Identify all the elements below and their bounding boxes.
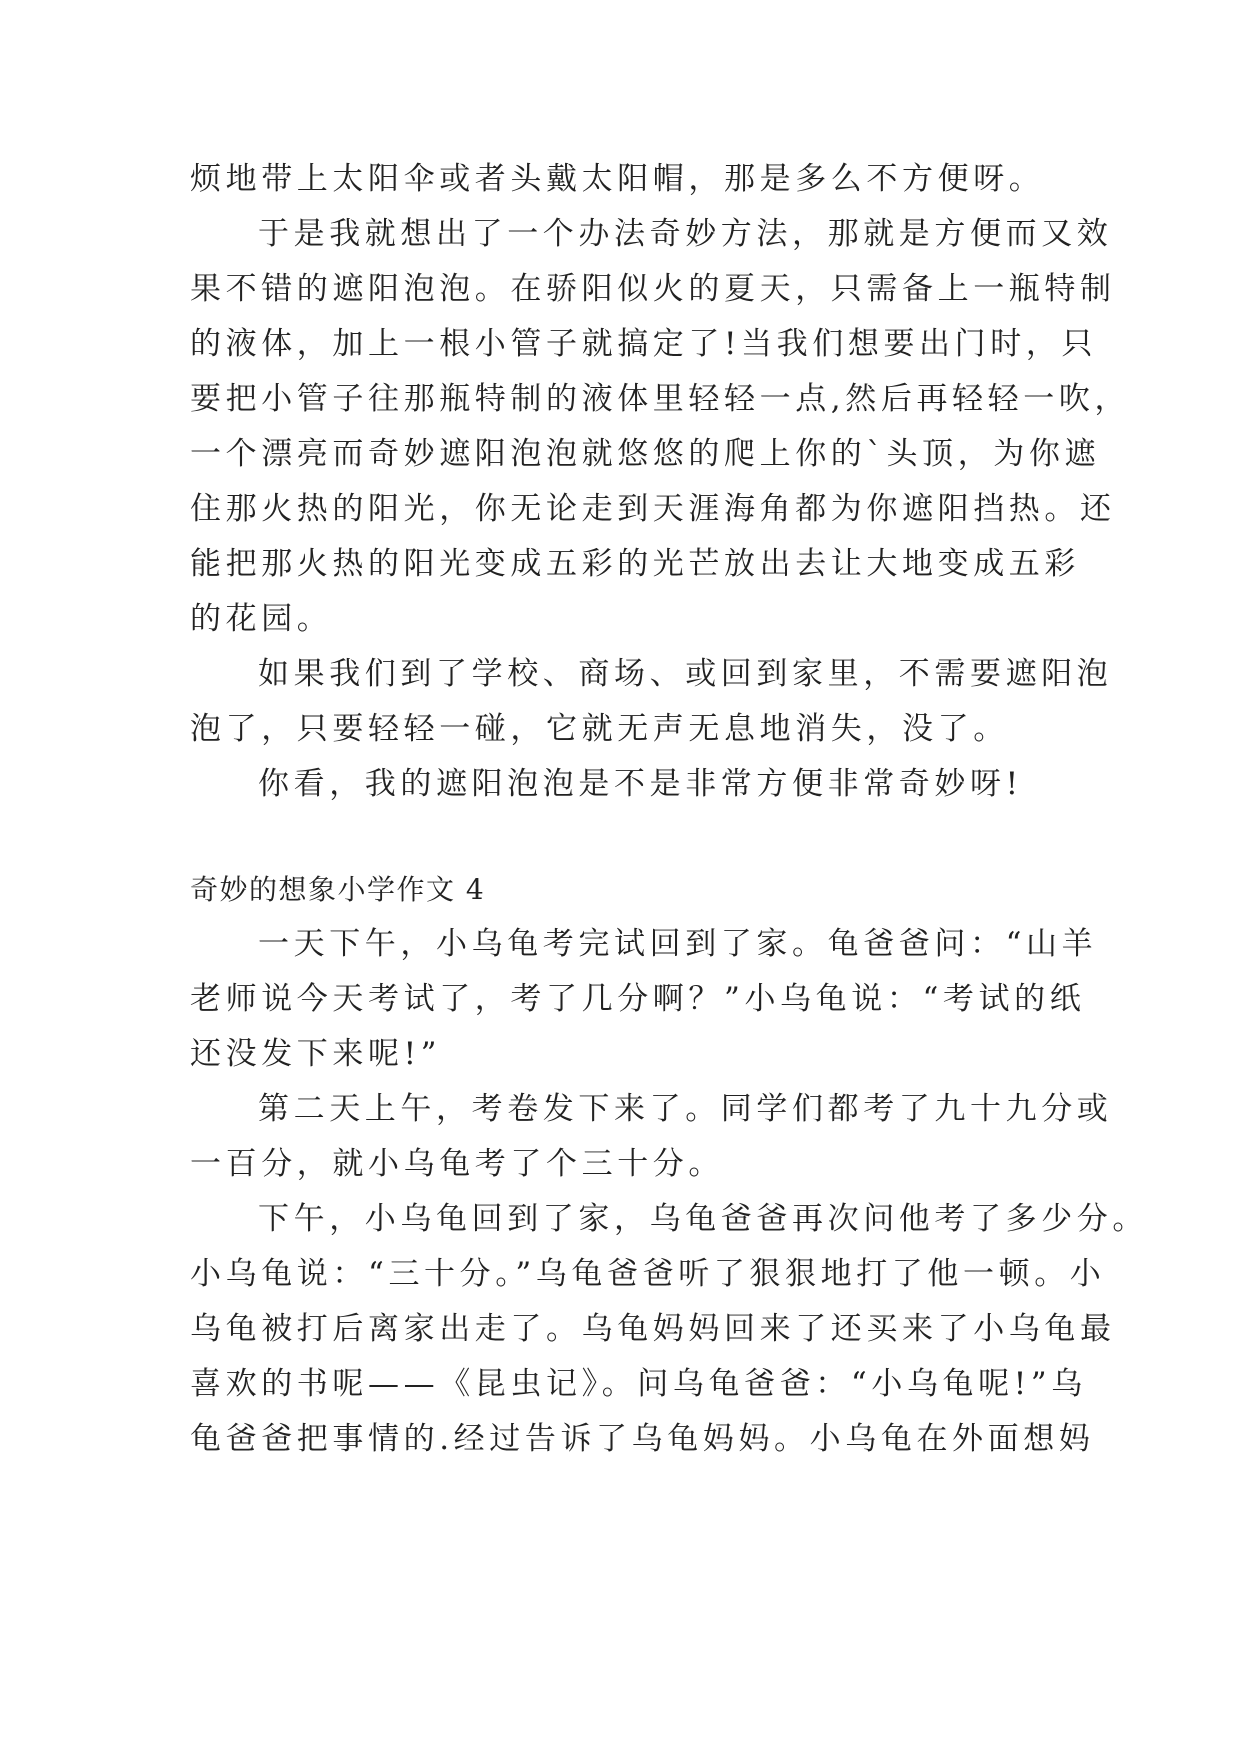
paragraph-first-line: 一天下午，小乌龟考完试回到了家。龟爸爸问：“山羊: [258, 926, 1098, 962]
paragraph-first-line: 你看，我的遮阳泡泡是不是非常方便非常奇妙呀!: [258, 766, 1023, 802]
text-line: 喜欢的书呢——《昆虫记》。问乌龟爸爸：“小乌龟呢!”乌: [190, 1366, 1087, 1402]
paragraph-first-line: 于是我就想出了一个办法奇妙方法，那就是方便而又效: [258, 216, 1113, 252]
text-line: 乌龟被打后离家出走了。乌龟妈妈回来了还买来了小乌龟最: [190, 1311, 1116, 1347]
text-line: 烦地带上太阳伞或者头戴太阳帽，那是多么不方便呀。: [190, 161, 1045, 197]
paragraph-first-line: 第二天上午，考卷发下来了。同学们都考了九十九分或: [258, 1091, 1113, 1127]
text-line: 果不错的遮阳泡泡。在骄阳似火的夏天，只需备上一瓶特制: [190, 271, 1116, 307]
text-line: 还没发下来呢!”: [190, 1036, 442, 1072]
text-line: 泡了，只要轻轻一碰，它就无声无息地消失，没了。: [190, 711, 1009, 747]
text-line: 一个漂亮而奇妙遮阳泡泡就悠悠的爬上你的`头顶，为你遮: [190, 436, 1101, 472]
text-line: 要把小管子往那瓶特制的液体里轻轻一点,然后再轻轻一吹，: [190, 381, 1131, 417]
text-line: 小乌龟说：“三十分。”乌龟爸爸听了狠狠地打了他一顿。小: [190, 1256, 1106, 1292]
text-line: 住那火热的阳光，你无论走到天涯海角都为你遮阳挡热。还: [190, 491, 1116, 527]
text-line: 老师说今天考试了，考了几分啊？”小乌龟说：“考试的纸: [190, 981, 1086, 1017]
paragraph-first-line: 如果我们到了学校、商场、或回到家里，不需要遮阳泡: [258, 656, 1113, 692]
paragraph-first-line: 下午，小乌龟回到了家，乌龟爸爸再次问他考了多少分。: [258, 1201, 1148, 1237]
text-line: 的花园。: [190, 601, 333, 637]
text-line: 一百分，就小乌龟考了个三十分。: [190, 1146, 724, 1182]
text-line: 能把那火热的阳光变成五彩的光芒放出去让大地变成五彩: [190, 546, 1080, 582]
section-heading: 奇妙的想象小学作文 4: [190, 873, 486, 906]
text-line: 龟爸爸把事情的.经过告诉了乌龟妈妈。小乌龟在外面想妈: [190, 1421, 1095, 1457]
text-line: 的液体，加上一根小管子就搞定了!当我们想要出门时，只: [190, 326, 1098, 362]
